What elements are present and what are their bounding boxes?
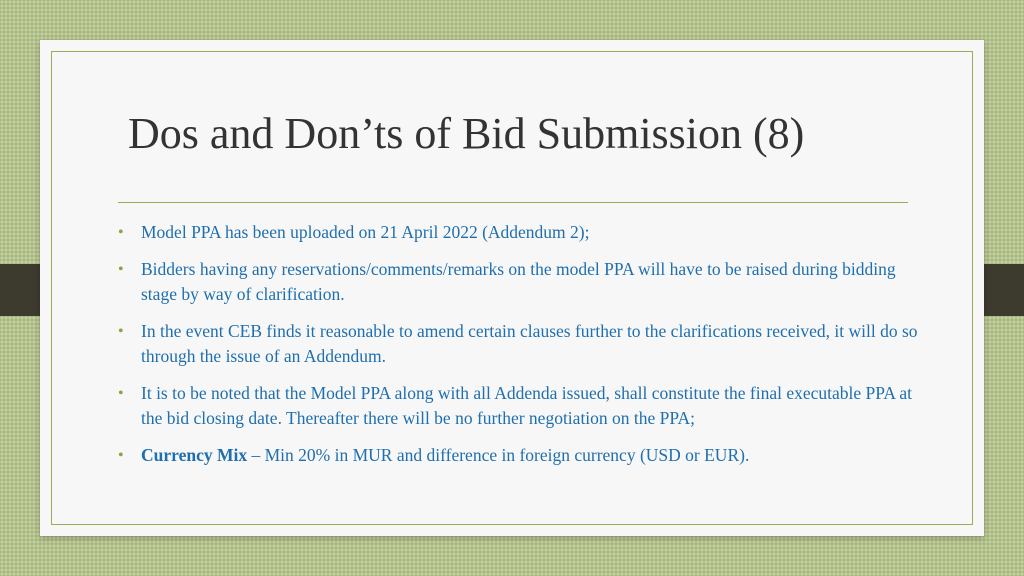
bullet-icon: • xyxy=(118,323,124,340)
bullet-item xyxy=(118,319,918,369)
bullet-icon: • xyxy=(118,385,124,402)
bullet-item xyxy=(118,220,918,245)
bullet-item xyxy=(118,257,918,307)
bullet-text: It is to be noted that the Model PPA along with all Addenda issued, shall constitute the final executable PPA at the bid closing date. Thereafter there will be no further negotiation on the PPA; xyxy=(141,383,913,428)
bullet-list xyxy=(118,220,918,480)
bullet-text: Model PPA has been uploaded on 21 April 2022 (Addendum 2); xyxy=(141,222,590,242)
slide-title: Dos and Don’ts of Bid Submission (8) xyxy=(128,109,805,158)
title-divider xyxy=(118,202,908,203)
bullet-item xyxy=(118,443,918,468)
bullet-icon: • xyxy=(118,261,124,278)
bullet-text: Bidders having any reservations/comments/remarks on the model PPA will have to be raised during bidding stage by way of clarification. xyxy=(141,259,896,304)
bullet-icon: • xyxy=(118,224,124,241)
bullet-text: – Min 20% in MUR and difference in foreign currency (USD or EUR). xyxy=(247,445,750,465)
bullet-text: In the event CEB finds it reasonable to amend certain clauses further to the clarifications received, it will do so through the issue of an Addendum. xyxy=(141,321,918,366)
bullet-icon: • xyxy=(118,447,124,464)
bullet-bold-label: Currency Mix xyxy=(141,445,248,465)
bullet-item xyxy=(118,381,918,431)
